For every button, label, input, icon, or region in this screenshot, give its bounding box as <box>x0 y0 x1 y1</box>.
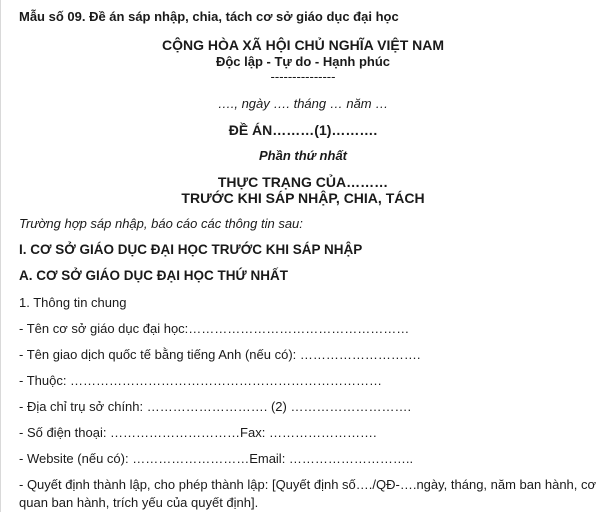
merge-note: Trường hợp sáp nhập, báo cáo các thông tin sau: <box>19 216 303 231</box>
field-establishment-decision: - Quyết định thành lập, cho phép thành lập: [Quyết định số…./QĐ-….ngày, tháng, năm ban hành, cơ quan ban hành, trích yếu của quyết định]. <box>19 477 597 510</box>
national-motto: Độc lập - Tự do - Hạnh phúc <box>215 54 391 69</box>
status-title-line1: THỰC TRẠNG CỦA……… <box>217 174 389 190</box>
section-heading-a: A. CƠ SỞ GIÁO DỤC ĐẠI HỌC THỨ NHẤT <box>19 268 288 283</box>
field-international-name: - Tên giao dịch quốc tế bằng tiếng Anh (nếu có): ………………………. <box>19 347 421 362</box>
field-address: - Địa chỉ trụ sở chính: ………………………. (2) ………………………. <box>19 399 412 414</box>
general-info-heading: 1. Thông tin chung <box>19 295 127 310</box>
field-affiliation: - Thuộc: ……………………………………………………………… <box>19 373 383 388</box>
motto-rule: --------------- <box>270 69 336 84</box>
date-line: …., ngày …. tháng … năm … <box>217 96 389 111</box>
status-title-line2: TRƯỚC KHI SÁP NHẬP, CHIA, TÁCH <box>181 190 425 206</box>
part-title: Phần thứ nhất <box>259 148 347 163</box>
field-phone-fax: - Số điện thoại: …………………………Fax: ……………………. <box>19 425 377 440</box>
field-website-email: - Website (nếu có): ………………………Email: ……………………….. <box>19 451 414 466</box>
section-heading-i: I. CƠ SỞ GIÁO DỤC ĐẠI HỌC TRƯỚC KHI SÁP NHẬP <box>19 242 363 257</box>
form-title: Mẫu số 09. Đề án sáp nhập, chia, tách cơ sở giáo dục đại học <box>19 9 399 24</box>
document-name: ĐỀ ÁN………(1)………. <box>228 122 378 138</box>
national-title: CỘNG HÒA XÃ HỘI CHỦ NGHĨA VIỆT NAM <box>161 37 445 53</box>
field-institution-name: - Tên cơ sở giáo dục đại học:…………………………………………… <box>19 321 410 336</box>
